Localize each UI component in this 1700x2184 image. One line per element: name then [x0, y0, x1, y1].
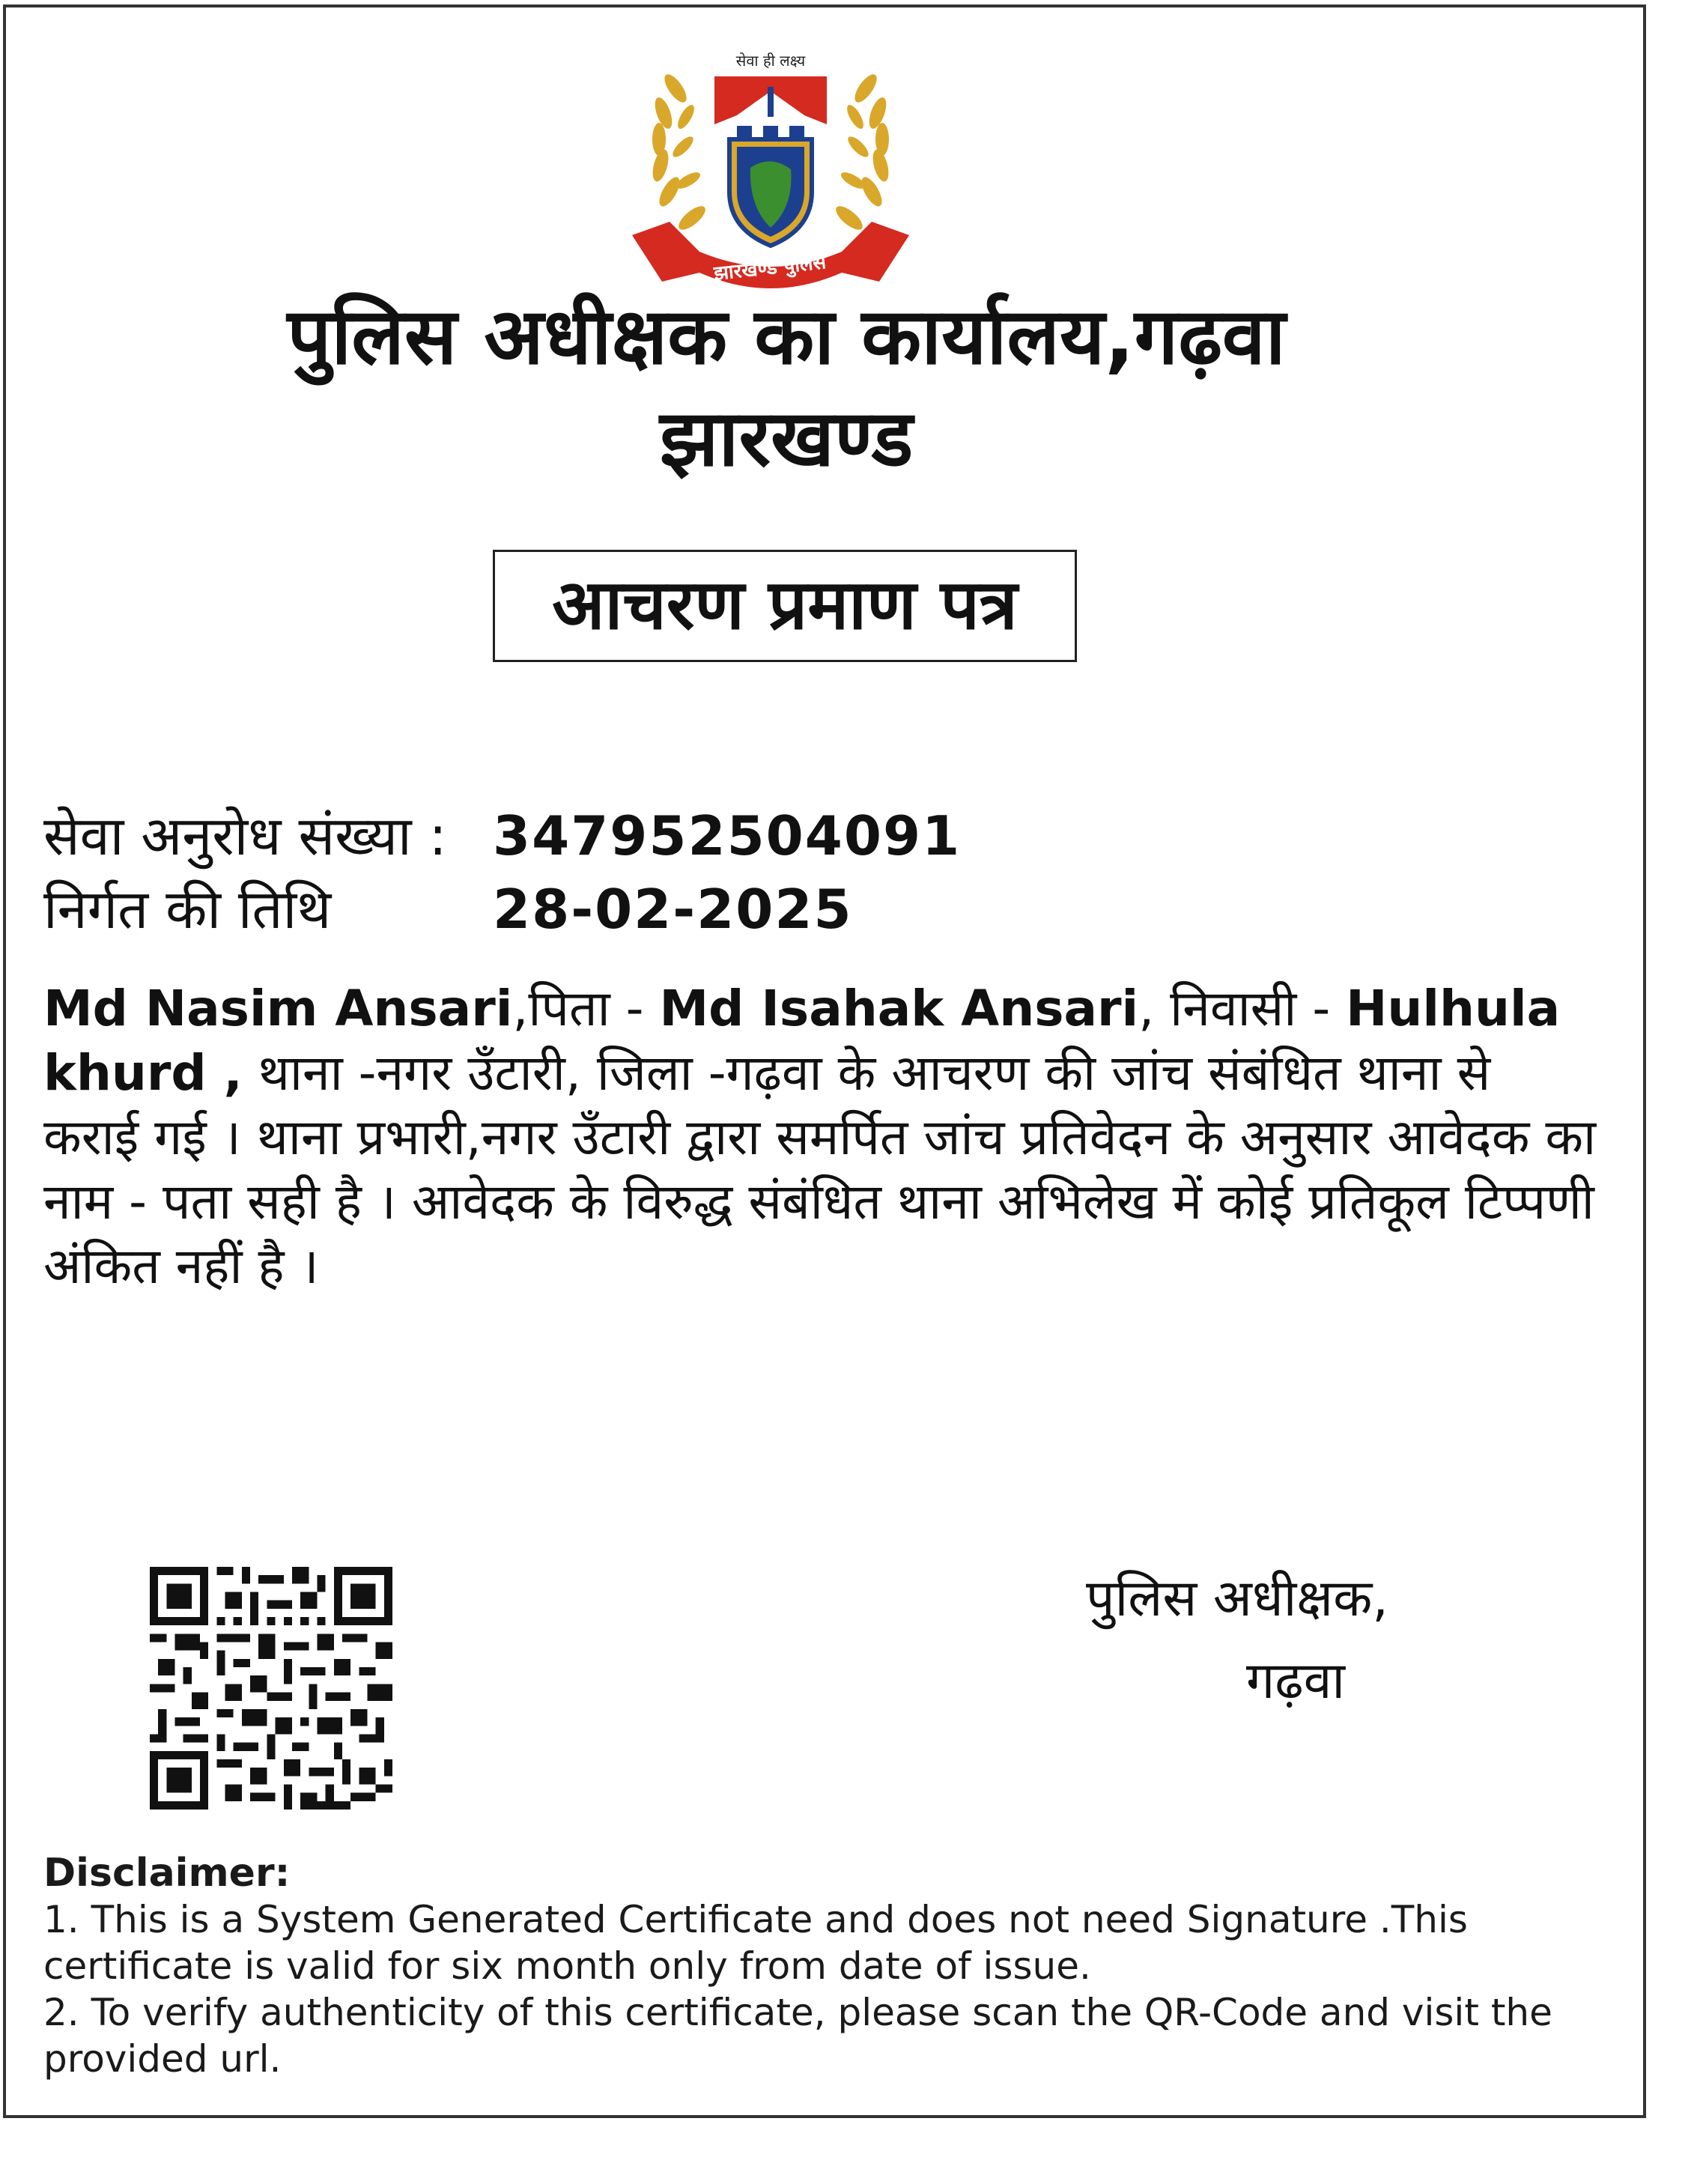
- certificate-body: [43, 977, 1601, 1299]
- disclaimer-line-2: 2. To verify authenticity of this certificate, please scan the QR-Code and visit the provided url.: [43, 1991, 1552, 2081]
- disclaimer: [43, 1850, 1586, 2082]
- office-title: पुलिस अधीक्षक का कार्यालय,गढ़वा: [287, 291, 1286, 382]
- father-label: ,पिता -: [512, 980, 660, 1037]
- police-emblem-icon: [617, 34, 924, 312]
- issue-date-value: 28-02-2025: [493, 878, 853, 941]
- certificate-title: आचरण प्रमाण पत्र: [493, 550, 1077, 662]
- issue-date-label: निर्गत की तिथि: [43, 878, 332, 941]
- disclaimer-line-1: 1. This is a System Generated Certificate and does not need Signature .This certificate is valid for six month only from date of issue.: [43, 1898, 1468, 1988]
- emblem-ribbon-text: झारखण्ड पुलिस: [712, 251, 828, 285]
- applicant-name: Md Nasim Ansari: [43, 980, 513, 1037]
- signatory-designation: पुलिस अधीक्षक,: [1086, 1569, 1388, 1628]
- service-request-row: [43, 800, 961, 872]
- father-name: Md Isahak Ansari: [659, 980, 1139, 1037]
- state-title: झारखण्ड: [659, 392, 914, 484]
- village-name: Hulhula khurd ,: [43, 980, 1561, 1102]
- qr-code-icon[interactable]: [150, 1567, 392, 1810]
- issue-date-row: [43, 873, 853, 945]
- residence-label: , निवासी -: [1138, 980, 1331, 1037]
- service-request-number: 347952504091: [493, 804, 962, 867]
- disclaimer-heading: Disclaimer:: [43, 1851, 291, 1896]
- body-paragraph: थाना -नगर उँटारी, जिला -गढ़वा के आचरण की जांच संबंधित थाना से कराई गई । थाना प्रभारी,नगर उँटारी द्वारा समर्पित जांच प्रतिवेदन के अनुसार आवेदक का नाम - पता सही है । आवेदक के विरुद्ध संबंधित थाना अभिलेख में कोई प्रतिकूल टिप्पणी अंकित नहीं है ।: [43, 1044, 1597, 1295]
- signatory-place: गढ़वा: [1246, 1651, 1345, 1711]
- service-request-label: सेवा अनुरोध संख्या :: [43, 804, 447, 867]
- emblem-motto: सेवा ही लक्ष्य: [735, 52, 806, 70]
